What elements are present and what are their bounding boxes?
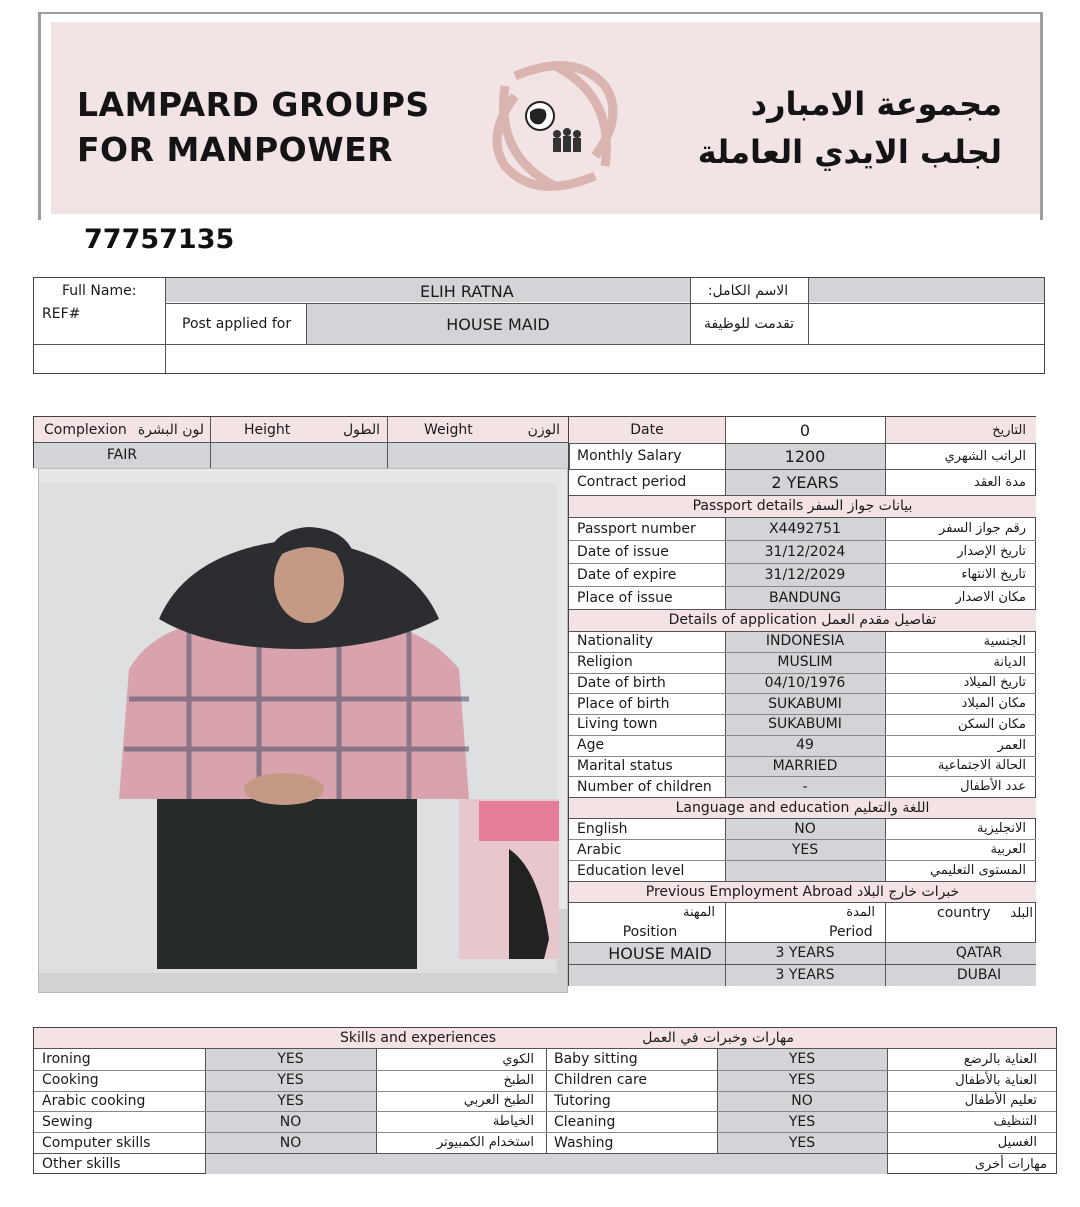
skill-label-arabic: العناية بالرضع: [963, 1051, 1037, 1067]
row-label-arabic: عدد الأطفال: [960, 779, 1026, 795]
position-label-arabic: المهنة: [683, 904, 715, 920]
skill-value: YES: [788, 1051, 816, 1068]
row-divider: [34, 1111, 1056, 1112]
row-divider: [569, 540, 1036, 541]
row-label: Education level: [577, 862, 685, 879]
full-name-label-arabic: الاسم الكامل:: [707, 283, 789, 299]
row-label: Living town: [577, 716, 658, 733]
skill-label: Tutoring: [554, 1092, 611, 1109]
skill-value: YES: [277, 1072, 304, 1089]
complexion-label: Complexion: [44, 421, 127, 438]
header-banner: [38, 12, 1043, 220]
salary-value: 1200: [784, 446, 826, 466]
skills-table: [33, 1027, 1057, 1174]
skill-label: Ironing: [42, 1051, 91, 1068]
skill-value: YES: [788, 1134, 816, 1151]
skill-value: NO: [279, 1113, 302, 1130]
ref-label: REF#: [42, 306, 81, 322]
row-divider: [569, 563, 1036, 564]
row-divider: [34, 1091, 1056, 1092]
period-label-arabic: المدة: [846, 904, 875, 920]
skill-label: Arabic cooking: [42, 1092, 146, 1109]
skill-label: Baby sitting: [554, 1051, 638, 1068]
row-divider: [569, 714, 1036, 715]
row-label-arabic: مكان السكن: [957, 716, 1026, 732]
row-label: Arabic: [577, 841, 622, 858]
skill-label: Cleaning: [554, 1113, 616, 1130]
row-label-arabic: الديانة: [993, 654, 1026, 670]
row-divider: [569, 735, 1036, 736]
row-value: -: [802, 778, 808, 795]
row-value: BANDUNG: [768, 589, 841, 606]
skill-label: Children care: [554, 1072, 648, 1089]
row-value: NO: [794, 820, 816, 837]
row-label: Age: [577, 737, 605, 754]
country-label-arabic: البلد: [1010, 905, 1033, 921]
row-value: SUKABUMI: [768, 716, 842, 733]
date-label-arabic: التاريخ: [992, 422, 1026, 438]
full-name-value: ELIH RATNA: [420, 281, 514, 301]
skill-label-arabic: الخياطة: [492, 1114, 534, 1130]
row-value: [725, 860, 885, 881]
skills-header-bg: [34, 1028, 1056, 1048]
row-label-arabic: المستوى التعليمي: [930, 863, 1026, 878]
row-divider: [34, 1132, 1056, 1133]
row-label-arabic: مكان الميلاد: [961, 696, 1026, 712]
skills-title-english: Skills and experiences: [340, 1030, 497, 1046]
row-divider: [569, 586, 1036, 587]
post-applied-value: HOUSE MAID: [446, 314, 550, 334]
skill-label: Washing: [554, 1134, 614, 1151]
row-label: Date of birth: [577, 674, 666, 691]
row-value: 31/12/2029: [764, 566, 846, 583]
skill-value: YES: [788, 1072, 816, 1089]
row-divider: [569, 860, 1036, 861]
employment-position: [569, 964, 751, 986]
employment-position: HOUSE MAID: [608, 943, 712, 963]
row-divider: [569, 776, 1036, 777]
full-name-label: Full Name:: [62, 283, 137, 299]
weight-label: Weight: [424, 421, 473, 438]
row-divider: [569, 756, 1036, 757]
row-divider: [569, 839, 1036, 840]
row-label: English: [577, 820, 628, 837]
row-label: Date of issue: [577, 543, 669, 560]
row-label-arabic: العمر: [997, 737, 1026, 753]
language-section-title: Language and education اللغة والتعليم: [675, 799, 930, 816]
skill-label-arabic: التنظيف: [993, 1114, 1037, 1130]
identity-table: [33, 277, 1045, 374]
row-value: 31/12/2024: [764, 543, 846, 560]
row-divider: [569, 652, 1036, 653]
skill-label-arabic: الطبخ العربي: [463, 1093, 534, 1109]
skill-label-arabic: الطبخ: [503, 1072, 534, 1088]
row-value: MARRIED: [772, 757, 838, 774]
skill-label: Cooking: [42, 1072, 99, 1089]
complexion-value: FAIR: [106, 447, 138, 463]
skill-label-arabic: تعليم الأطفال: [964, 1093, 1037, 1109]
contract-period-value: 2 YEARS: [771, 472, 839, 492]
row-label: Passport number: [577, 520, 696, 537]
row-value: 04/10/1976: [764, 674, 846, 691]
passport-section-title: Passport details بيانات جواز السفر: [692, 498, 913, 514]
skill-label-arabic: الكوي: [502, 1051, 534, 1067]
row-label-arabic: تاريخ الانتهاء: [961, 567, 1026, 582]
salary-label-arabic: الراتب الشهري: [944, 448, 1026, 464]
contract-period-label-arabic: مدة العقد: [974, 474, 1026, 490]
skill-label: Computer skills: [42, 1134, 151, 1151]
row-label: Date of expire: [577, 566, 677, 583]
skill-label-arabic: الغسيل: [997, 1135, 1037, 1151]
application-section-title: Details of application تفاصيل مقدم العمل: [668, 612, 937, 628]
row-value: X4492751: [769, 520, 841, 537]
row-value: YES: [791, 841, 819, 858]
date-value: 0: [799, 420, 811, 440]
row-label-arabic: الانجليزية: [976, 821, 1026, 836]
row-label-arabic: الحالة الاجتماعية: [937, 758, 1026, 774]
skill-value: NO: [791, 1092, 813, 1109]
employment-period: 3 YEARS: [775, 967, 835, 983]
skill-value: YES: [277, 1051, 304, 1068]
company-name-english: LAMPARD GROUPS FOR MANPOWER: [77, 85, 430, 169]
row-label-arabic: الجنسية: [983, 633, 1026, 649]
row-label: Marital status: [577, 757, 673, 774]
skill-label-arabic: العناية بالأطفال: [955, 1072, 1037, 1088]
row-label: Religion: [577, 654, 633, 671]
height-label: Height: [244, 421, 291, 438]
other-skills-label: Other skills: [42, 1156, 121, 1172]
period-label: Period: [829, 924, 873, 940]
post-applied-label: Post applied for: [182, 316, 292, 332]
row-label: Place of issue: [577, 589, 673, 606]
country-label: country: [937, 905, 991, 921]
post-applied-label-arabic: تقدمت للوظيفة: [703, 316, 795, 332]
company-logo: [475, 46, 635, 206]
salary-label: Monthly Salary: [577, 448, 682, 464]
physical-table: [33, 416, 569, 468]
position-label: Position: [622, 924, 678, 940]
complexion-label-arabic: لون البشرة: [137, 421, 204, 438]
row-label: Number of children: [577, 778, 712, 795]
employment-country: DUBAI: [956, 967, 1002, 983]
weight-label-arabic: الوزن: [527, 421, 560, 438]
height-label-arabic: الطول: [342, 421, 380, 438]
row-divider: [569, 673, 1036, 674]
skills-title-arabic: مهارات وخبرات في العمل: [642, 1030, 794, 1046]
photo-illustration: [39, 469, 567, 992]
row-value: INDONESIA: [765, 633, 845, 650]
contract-period-label: Contract period: [577, 474, 687, 490]
skill-label: Sewing: [42, 1113, 93, 1130]
skill-value: YES: [788, 1113, 816, 1130]
skill-label-arabic: استخدام الكمبيوتر: [436, 1135, 534, 1151]
employment-period: 3 YEARS: [775, 945, 835, 961]
row-label-arabic: تاريخ الإصدار: [957, 544, 1026, 559]
reference-number: 77757135: [84, 224, 235, 255]
row-label: Nationality: [577, 633, 654, 650]
row-label-arabic: العربية: [990, 842, 1026, 857]
employment-country: QATAR: [955, 945, 1003, 961]
row-label-arabic: رقم جواز السفر: [939, 521, 1026, 536]
skill-value: NO: [279, 1134, 302, 1151]
skill-value: YES: [277, 1092, 304, 1109]
company-name-arabic: مجموعة الامبارد لجلب الايدي العاملة: [697, 85, 1002, 171]
date-label: Date: [630, 422, 664, 438]
row-value: MUSLIM: [777, 654, 833, 671]
row-label: Place of birth: [577, 695, 670, 712]
row-value: SUKABUMI: [768, 695, 842, 712]
banner-background: [51, 22, 1040, 214]
full-name-ar-bg: [808, 278, 1044, 302]
other-skills-label-arabic: مهارات أخرى: [974, 1156, 1047, 1172]
details-table: [568, 416, 1036, 986]
row-label-arabic: مكان الاصدار: [955, 590, 1026, 605]
row-label-arabic: تاريخ الميلاد: [963, 675, 1026, 691]
row-divider: [569, 693, 1036, 694]
employment-section-title: Previous Employment Abroad خبرات خارج البلاد: [645, 883, 960, 900]
row-value: 49: [796, 737, 814, 754]
applicant-photo: [38, 468, 568, 993]
row-divider: [34, 1070, 1056, 1071]
